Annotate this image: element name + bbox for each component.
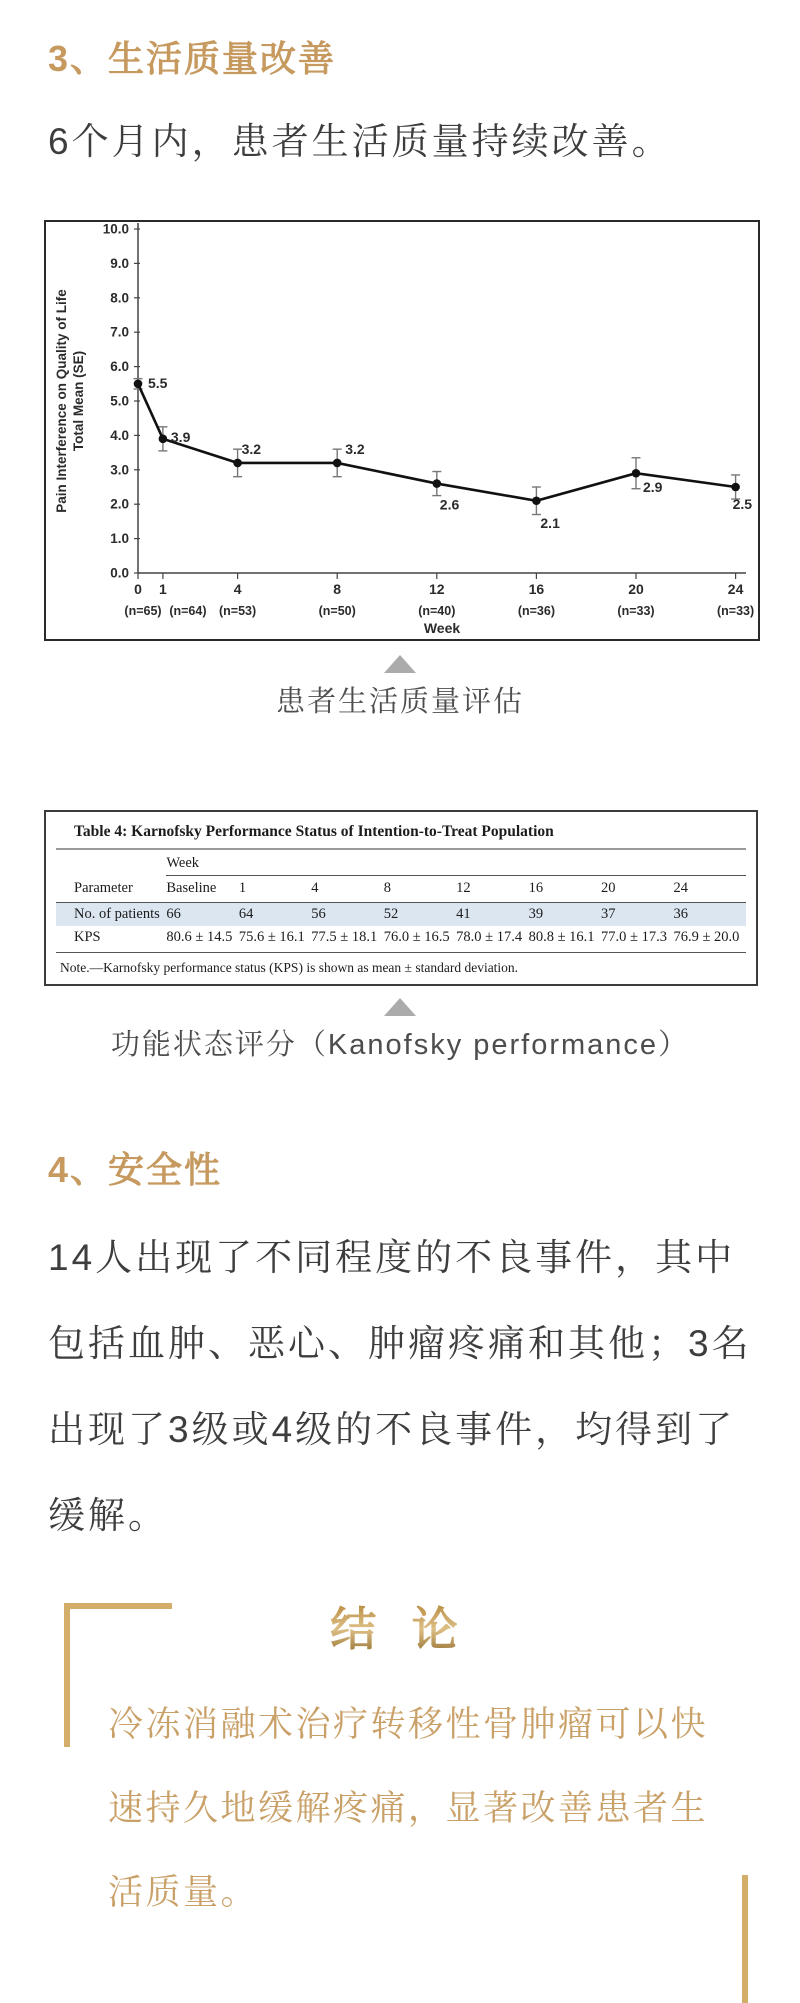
table-cell: No. of patients (74, 906, 160, 922)
table-cell: 76.9 ± 20.0 (673, 926, 746, 953)
table-cell: KPS (56, 926, 166, 953)
data-point (433, 479, 442, 488)
section-3-heading: 3、生活质量改善 (48, 38, 337, 79)
data-point-label: 3.2 (241, 440, 262, 457)
corner-bracket-bottom-right-icon (640, 1875, 748, 2003)
figure2-caption-block (0, 998, 800, 1061)
table-cell: 37 (601, 906, 616, 922)
y-tick-label: 3.0 (110, 462, 129, 478)
x-tick-label: 12 (429, 581, 445, 597)
data-point (134, 380, 143, 389)
table-title: Table 4: Karnofsky Performance Status of Intention-to-Treat Population (56, 821, 746, 850)
table-column-header: 8 (384, 876, 456, 903)
pain-interference-chart-svg (46, 222, 758, 639)
table-cell: 75.6 ± 16.1 (239, 926, 311, 953)
n-count-label: (n=33) (717, 604, 755, 618)
triangle-up-icon (384, 998, 416, 1016)
x-tick-label: 24 (727, 581, 744, 597)
table-cell: 78.0 ± 17.4 (456, 926, 528, 953)
table-cell: 66 (166, 906, 181, 922)
pain-interference-chart (44, 220, 760, 641)
table-cell: 76.0 ± 16.5 (384, 926, 456, 953)
data-point (233, 459, 242, 468)
table-week-span-header: Week (166, 852, 746, 876)
table-column-header: 20 (601, 876, 673, 903)
data-point-label: 3.9 (170, 428, 191, 445)
table-empty-cell (56, 852, 166, 876)
figure1-caption-block (0, 655, 800, 718)
table-cell: 80.8 ± 16.1 (529, 926, 601, 953)
conclusion-section (0, 1603, 800, 2003)
table-cell: 77.0 ± 17.3 (601, 926, 673, 953)
figure2-caption: 功能状态评分（Kanofsky performance） (110, 1029, 690, 1061)
data-point-label: 2.6 (439, 496, 460, 513)
data-point-label: 2.9 (643, 479, 663, 496)
table-cell: 41 (456, 906, 471, 922)
y-axis-title-line1: Pain Interference on Quality of Life (54, 289, 69, 513)
kps-data-table (56, 852, 746, 953)
y-tick-label: 8.0 (110, 290, 129, 306)
y-axis-title-line2: Total Mean (SE) (71, 350, 86, 452)
y-tick-label: 7.0 (110, 324, 129, 340)
x-axis-title: Week (423, 620, 461, 636)
section-4-paragraph: 14人出现了不同程度的不良事件，其中包括血肿、恶心、肿瘤疼痛和其他；3名出现了3级或4级的不良事件，均得到了缓解。 (48, 1237, 752, 1536)
data-point-label: 3.2 (345, 440, 365, 457)
y-tick-label: 6.0 (110, 359, 129, 375)
y-tick-label: 1.0 (110, 531, 129, 547)
table-row (56, 926, 746, 953)
table-cell: 77.5 ± 18.1 (311, 926, 383, 953)
section-4-heading: 4、安全性 (48, 1149, 223, 1190)
figure1-caption: 患者生活质量评估 (275, 686, 524, 718)
x-tick-label: 1 (159, 581, 167, 597)
table-row (56, 903, 746, 927)
table-column-header: 24 (673, 876, 746, 903)
n-count-label: (n=53) (219, 604, 257, 618)
table-cell: 52 (383, 906, 399, 922)
data-point-label: 2.5 (732, 496, 753, 512)
y-tick-label: 2.0 (110, 496, 129, 512)
table-cell: 56 (311, 906, 326, 922)
table-header-row (56, 876, 746, 903)
y-tick-label: 4.0 (110, 427, 129, 443)
x-tick-label: 20 (628, 581, 644, 597)
x-tick-label: 8 (333, 581, 342, 597)
data-point-label: 2.1 (540, 514, 560, 531)
data-point-label: 5.5 (148, 374, 168, 391)
table-column-header: Parameter (56, 876, 166, 903)
table-column-header: 1 (239, 876, 311, 903)
table-note: Note.—Karnofsky performance status (KPS) is shown as mean ± standard deviation. (60, 960, 519, 975)
table-column-header: Baseline (166, 876, 238, 903)
y-tick-label: 0.0 (110, 565, 129, 581)
data-point (632, 469, 641, 478)
n-count-label: (n=40) (418, 604, 456, 618)
table-cell: 80.6 ± 14.5 (166, 926, 238, 953)
table-cell: 39 (528, 906, 544, 922)
y-tick-label: 5.0 (110, 393, 129, 409)
conclusion-body: 冷冻消融术治疗转移性骨肿瘤可以快速持久地缓解疼痛，显著改善患者生活质量。 (108, 1705, 709, 1912)
table-cell: 64 (238, 906, 254, 922)
n-count-label: (n=65) (124, 604, 162, 618)
corner-bracket-top-left-icon (64, 1603, 172, 1747)
section-3-paragraph: 6个月内，患者生活质量持续改善。 (48, 121, 672, 162)
x-tick-label: 0 (134, 581, 142, 597)
table-column-header: 12 (456, 876, 528, 903)
x-tick-label: 16 (528, 581, 545, 597)
data-point (333, 459, 342, 468)
table-column-header: 16 (529, 876, 601, 903)
conclusion-title: 结 论 (0, 1603, 800, 1657)
data-point (731, 483, 740, 492)
n-count-label: (n=33) (617, 604, 655, 618)
y-tick-label: 10.0 (102, 222, 129, 237)
table-cell: 36 (673, 906, 688, 922)
table-week-row (56, 852, 746, 876)
n-count-label: (n=50) (318, 604, 356, 618)
n-count-label: (n=64) (169, 604, 207, 618)
kps-table-box (44, 810, 758, 986)
y-tick-label: 9.0 (110, 255, 129, 271)
n-count-label: (n=36) (517, 604, 555, 618)
x-tick-label: 4 (233, 581, 242, 597)
data-point (159, 435, 168, 444)
data-point (532, 496, 541, 505)
section-safety (0, 1061, 800, 1559)
triangle-up-icon (384, 655, 416, 673)
table-column-header: 4 (311, 876, 383, 903)
